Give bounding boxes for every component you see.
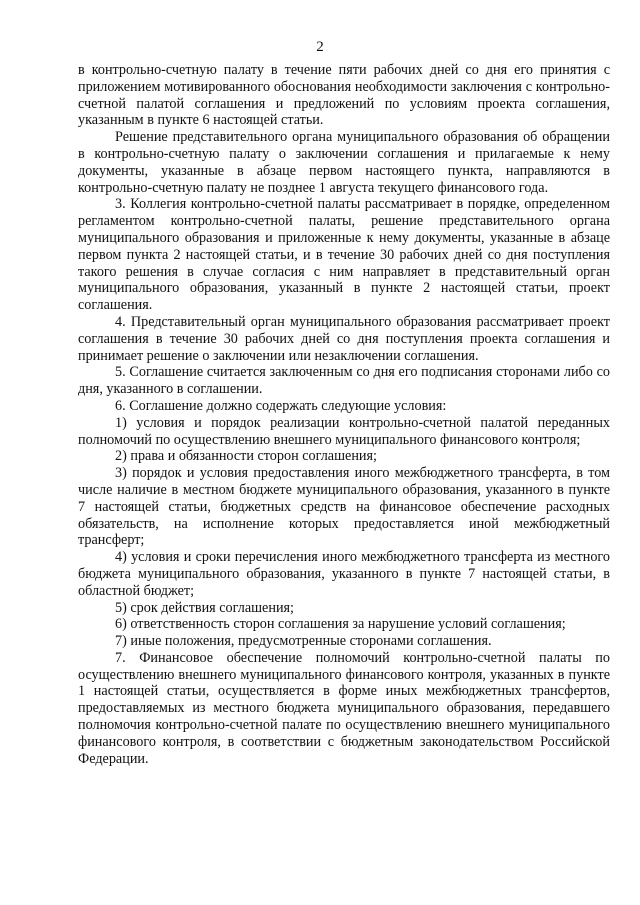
list-item-6-5: 5) срок действия соглашения; [115, 599, 294, 616]
list-item-6-4: 4) условия и сроки перечисления иного межбюджетного трансферта из местного бюджета муниципального образования, указанного в пункте 7 настоящей статьи, в областной бюджет; [78, 549, 610, 599]
paragraph-decision-submission: Решение представительного органа муниципального образования об обращении в контрольно-счетную палату о заключении соглашения и прилагаемые к нему документы, указанные в абзаце первом настоящего пункта, направляются в контрольно-счетную палату не позднее 1 августа текущего финансового года. [78, 129, 610, 196]
paragraph-item-7: 7. Финансовое обеспечение полномочий контрольно-счетной палаты по осуществлению внешнего муниципального финансового контроля, указанных в пункте 1 настоящей статьи, осуществляется в форме иных межбюджетных трансфертов, предоставляемых из местного бюджета муниципального образования, передавшего полномочия контрольно-счетной палате по осуществлению внешнего муниципального финансового контроля, в соответствии с бюджетным законодательством Российской Федерации. [78, 649, 610, 767]
paragraph-item-4: 4. Представительный орган муниципального образования рассматривает проект соглашения в течение 30 рабочих дней со дня поступления проекта соглашения и принимает решение о заключении или незаключении соглашения. [78, 313, 610, 364]
list-item-6-6: 6) ответственность сторон соглашения за нарушение условий соглашения; [115, 616, 566, 633]
paragraph-item-3: 3. Коллегия контрольно-счетной палаты рассматривает в порядке, определенном регламентом контрольно-счетной палаты, решение представительного органа муниципального образования и приложенные к нему документы, указанные в абзаце первом пункта 2 настоящей статьи, и в течение 30 рабочих дней со дня поступления такого решения в случае согласия с ним направляет в представительный орган муниципального образования, указанный в пункте 2 настоящей статьи, проект соглашения. [78, 196, 610, 314]
list-item-6-7: 7) иные положения, предусмотренные сторонами соглашения. [115, 633, 492, 650]
paragraph-item-5: 5. Соглашение считается заключенным со дня его подписания сторонами либо со дня, указанного в соглашении. [78, 364, 610, 398]
paragraph-item-6: 6. Соглашение должно содержать следующие условия: [115, 397, 447, 414]
document-body [78, 62, 610, 767]
list-item-6-2: 2) права и обязанности сторон соглашения; [115, 448, 377, 465]
list-item-6-1: 1) условия и порядок реализации контрольно-счетной палатой переданных полномочий по осуществлению внешнего муниципального финансового контроля; [78, 414, 610, 448]
page-number: 2 [316, 39, 324, 55]
paragraph-continuation: в контрольно-счетную палату в течение пяти рабочих дней со дня его принятия с приложением мотивированного обоснования необходимости заключения с контрольно-счетной палатой соглашения и предложений по условиям проекта соглашения, указанным в пункте 6 настоящей статьи. [78, 62, 610, 129]
list-item-6-3: 3) порядок и условия предоставления иного межбюджетного трансферта, в том числе наличие в местном бюджете муниципального образования, указанного в пункте 7 настоящей статьи, бюджетных средств на финансовое обеспечение расходных обязательств, на исполнение которых предоставляется иной межбюджетный трансферт; [78, 465, 610, 549]
